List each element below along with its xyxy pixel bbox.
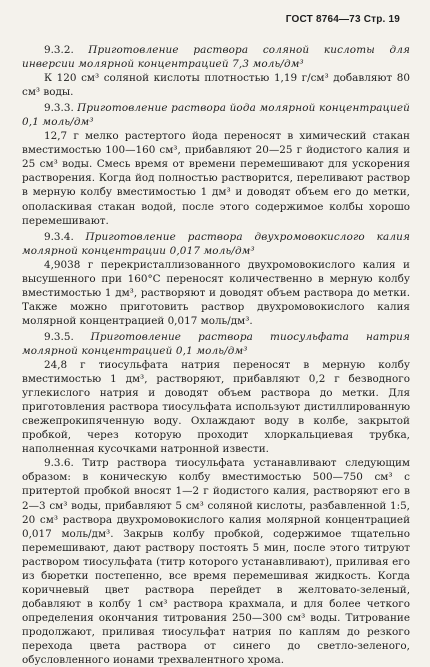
page-header: ГОСТ 8764—73 Стр. 19 — [285, 14, 400, 25]
section-number: 9.3.4. — [44, 230, 74, 243]
paragraph: 4,9038 г перекристаллизованного двухромовокислого калия и высушенного при 160°С переносят количественно в мерную колбу вместимостью 1 дм³, растворяют и доводят объем раствора до метки. Также можно приготовить раствор двухромовокислого калия молярной концентрацией 0,017 моль/дм³. — [22, 258, 410, 327]
section-number: 9.3.2. — [44, 44, 74, 56]
section-title: Приготовление раствора тиосульфата натрия молярной концентрацией 0,1 моль/дм³ — [22, 330, 410, 357]
section-heading — [22, 230, 410, 258]
paragraph: 12,7 г мелко растертого йода переносят в химический стакан вместимостью 100—160 см³, прибавляют 20—25 г йодистого калия и 25 см³ воды. Смесь время от времени перемешивают для ускорения растворения. Когда йод полностью растворится, переливают раствор в мерную колбу вместимостью 1 дм³ и доводят объем его до метки, ополаскивая стакан водой, после этого содержимое колбы хорошо перемешивают. — [22, 130, 410, 227]
section-title: Приготовление раствора соляной кислоты для инверсии молярной концентрацией 7,3 моль/дм³ — [22, 44, 410, 71]
document-body — [22, 43, 410, 667]
section-heading — [22, 101, 410, 129]
section-number: 9.3.3. — [44, 102, 74, 115]
section-number: 9.3.5. — [44, 330, 74, 343]
section-title: Приготовление раствора йода молярной концентрацией 0,1 моль/дм³ — [22, 102, 410, 129]
paragraph: 24,8 г тиосульфата натрия переносят в мерную колбу вместимостью 1 дм³, растворяют, прибавляют 0,2 г безводного углекислого натрия и доводят объем раствора до метки. Для приготовления раствора тиосульфата используют дистиллированную свежепрокипяченную воду. Охлаждают воду в колбе, закрытой пробкой, через которую проходит хлоркальциевая трубка, наполненная кусочками натронной извести. — [22, 359, 410, 456]
paragraph: К 120 см³ соляной кислоты плотностью 1,19 г/см³ добавляют 80 см³ воды. — [22, 72, 410, 99]
section-heading — [22, 43, 410, 71]
section-title: Приготовление раствора двухромовокислого калия молярной концентрации 0,017 моль/дм³ — [22, 230, 410, 257]
section-heading — [22, 330, 410, 358]
paragraph: 9.3.6. Титр раствора тиосульфата устанавливают следующим образом: в коническую колбу вместимостью 500—750 см³ с притертой пробкой вносят 1—2 г йодистого калия, растворяют его в 2—3 см³ воды, прибавляют 5 см³ соляной кислоты, разбавленной 1:5, 20 см³ раствора двухромовокислого калия молярной концентрацией 0,017 моль/дм³. Закрыв колбу пробкой, содержимое тщательно перемешивают, дают раствору постоять 5 мин, после этого титруют раствором тиосульфата (титр которого устанавливают), приливая его из бюретки постепенно, все время перемешивая жидкость. Когда коричневый цвет раствора перейдет в желтовато-зеленый, добавляют в колбу 1 см³ раствора крахмала, и для более четкого определения окончания титрования 250—300 см³ воды. Титрование продолжают, приливая тиосульфат натрия по каплям до резкого перехода цвета раствора от синего до светло-зеленого, обусловленного ионами трехвалентного хрома. — [22, 457, 410, 667]
